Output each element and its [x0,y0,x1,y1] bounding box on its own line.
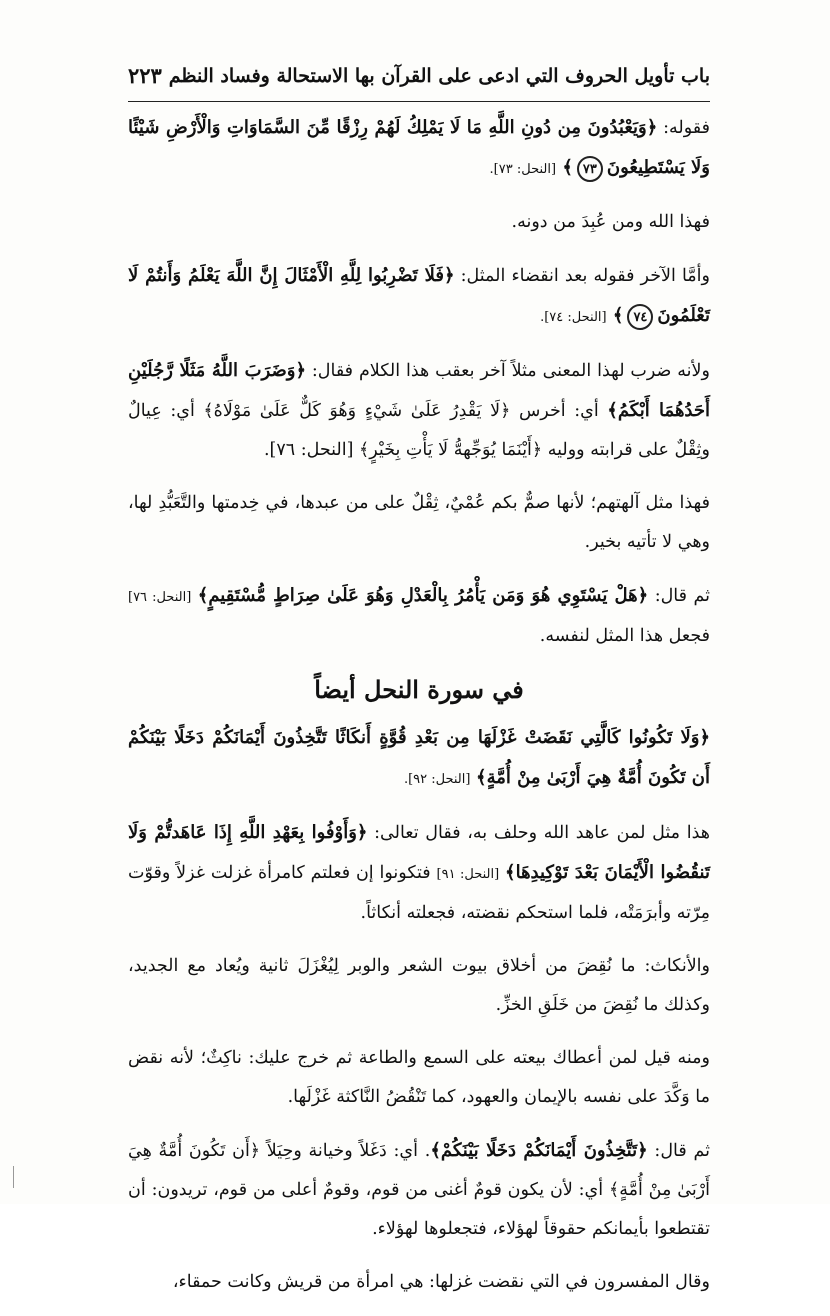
ayah-number-marker: ٧٤ [627,304,653,330]
verse-reference: [النحل: ٧٦] [128,590,192,605]
verse-close-bracket: ﴾ [606,305,624,326]
page-number: ٢٢٣ [128,63,162,88]
paragraph [128,484,710,562]
verse-reference: [النحل: ٩٢]. [403,772,471,787]
paragraph-text: وأمَّا الآخر فقوله بعد انقضاء المثل: [454,266,710,286]
quran-verse: ﴿وَأَوْفُوا بِعَهْدِ اللَّهِ إِذَا عَاهَدتُّمْ وَلَا تَنقُضُوا الْأَيْمَانَ بَعْدَ تَوْكِيدِهَا﴾ [128,822,710,883]
paragraph-text: والأنكاث: ما نُقِضَ من أخلاق بيوت الشعر والوبر لِيُغْزَلَ ثانية ويُعاد مع الجديد، وكذلك ما نُقِضَ من خَلَقِ الخزِّ. [128,956,710,1015]
paragraph-text: فتكونوا إن فعلتم كامرأة غزلت غزلاً وقوّت مِرّته وأبرَمَتْه، فلما استحكم نقضته، فجعلته أنكاثاً. [128,863,710,923]
section-heading: في سورة النحل أيضاً [314,675,524,704]
paragraph-text: فقوله: [657,118,711,138]
paragraph [128,1131,710,1249]
paragraph-text: فهذا مثل آلهتهم؛ لأنها صمٌّ بكم عُمْيٌ، ثِقْلٌ على من عبدها، في خِدمتها والتَّعَبُّدِ لها، وهي لا تأتيه بخير. [128,493,710,552]
paragraph-text: وقال المفسرون في التي نقضت غزلها: هي امرأة من قريش وكانت حمقاء، [172,1272,710,1292]
paragraph [128,1039,710,1117]
running-title: باب تأويل الحروف التي ادعى على القرآن بها الاستحالة وفساد النظم [168,65,710,87]
paragraph-text: فجعل هذا المثل لنفسه. [539,626,710,646]
header-rule [128,101,710,102]
paragraph [128,947,710,1025]
paragraph [128,813,710,933]
paragraph-text: ولأنه ضرب لهذا المعنى مثلاً آخر بعقب هذا الكلام فقال: [306,361,710,381]
verse-close-bracket: ﴾ [556,157,573,178]
paragraph [128,351,710,470]
scan-margin-mark [13,1166,14,1188]
verse-reference: [النحل: ٩١] [436,867,500,882]
paragraph-text: ثم قال: [648,586,710,606]
quran-verse: ﴿وَيَعْبُدُونَ مِن دُونِ اللَّهِ مَا لَا يَمْلِكُ لَهُمْ رِزْقًا مِّنَ السَّمَاوَاتِ وَالْأَرْضِ شَيْئًا وَلَا يَسْتَطِيعُونَ [128,117,710,178]
paragraph-text: ومنه قيل لمن أعطاك بيعته على السمع والطاعة ثم خرج عليك: ناكِثٌ؛ لأنه نقض ما وَكَّدَ على نفسه بالإيمان والعهود، كما تَنْقُضُ النَّاكثة غَزْلَها. [128,1048,710,1107]
page-body [128,108,710,1316]
paragraph-text: ثم قال: [647,1141,710,1161]
quran-verse: ﴿فَلَا تَضْرِبُوا لِلَّهِ الْأَمْثَالَ إِنَّ اللَّهَ يَعْلَمُ وَأَنتُمْ لَا تَعْلَمُونَ [128,265,710,326]
paragraph-text: فهذا الله ومن عُبِدَ من دونه. [511,212,710,232]
quran-verse: ﴿هَلْ يَسْتَوِي هُوَ وَمَن يَأْمُرُ بِالْعَدْلِ وَهُوَ عَلَىٰ صِرَاطٍ مُّسْتَقِيمٍ﴾ [197,585,649,606]
paragraph [128,718,710,799]
paragraph [128,256,710,337]
quran-verse: ﴿وَلَا تَكُونُوا كَالَّتِي نَقَضَتْ غَزْلَهَا مِن بَعْدِ قُوَّةٍ أَنكَاثًا تَتَّخِذُونَ أَيْمَانَكُمْ دَخَلًا بَيْنَكُمْ أَن تَكُونَ أُمَّةٌ هِيَ أَرْبَىٰ مِنْ أُمَّةٍ﴾ [128,727,710,788]
quran-verse: ﴿تَتَّخِذُونَ أَيْمَانَكُمْ دَخَلًا بَيْنَكُمْ﴾ [430,1140,648,1161]
paragraph-text: . أي: دَغَلاً وخيانة وحِيَلاً ﴿أَن تَكُونَ أُمَّةٌ هِيَ أَرْبَىٰ مِنْ أُمَّةٍ﴾ أي: لأن يكون قومٌ أغنى من قوم، وقومٌ أعلى من قوم، تريدون: أن تقتطعوا بأيمانكم حقوقاً لهؤلاء، فتجعلوها لهؤلاء. [128,1141,710,1239]
paragraph [128,108,710,189]
verse-reference: [النحل: ٧٣]. [489,162,557,177]
paragraph-text: هذا مثل لمن عاهد الله وحلف به، فقال تعالى: [367,823,710,843]
paragraph [128,576,710,656]
paragraph [128,203,710,242]
paragraph-text: أي: أخرس ﴿لَا يَقْدِرُ عَلَىٰ شَيْءٍ وَهُوَ كَلٌّ عَلَىٰ مَوْلَاهُ﴾ أي: عِيالٌ وثِقْلٌ على قرابته ووليه ﴿أَيْنَمَا يُوَجِّههُّ لَا يَأْتِ بِخَيْرٍ﴾ [النحل: ٧٦]. [128,401,710,460]
paragraph [128,1263,710,1302]
verse-reference: [النحل: ٧٤]. [540,310,607,325]
ayah-number-marker: ٧٣ [577,156,603,182]
quran-verse: ﴿وَضَرَبَ اللَّهُ مَثَلًا رَّجُلَيْنِ أَحَدُهُمَا أَبْكَمُ﴾ [128,360,711,421]
page-header [128,57,710,99]
